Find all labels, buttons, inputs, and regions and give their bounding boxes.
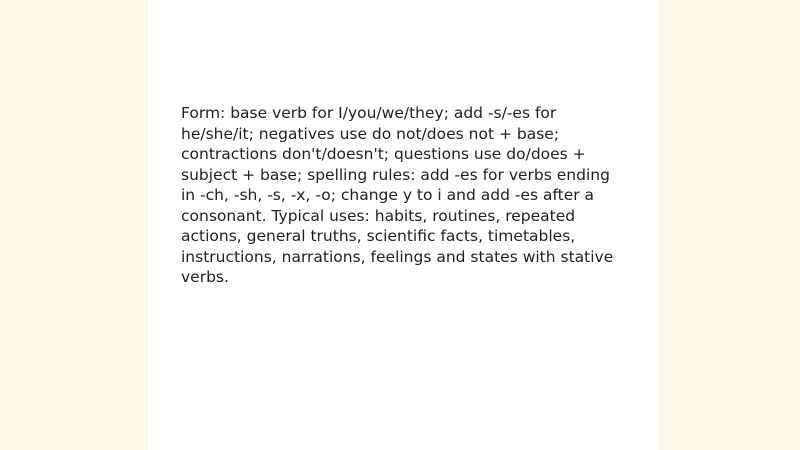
document-page xyxy=(148,0,658,450)
body-paragraph: Form: base verb for I/you/we/they; add -s/-es for he/she/it; negatives use do not/does not + base; contractions don't/doesn't; questions use do/does + subject + base; spelling rules: add -es for verbs ending in -ch, -sh, -s, -x, -o; change y to i and add -es after a consonant. Typical uses: habits, routines, repeated actions, general truths, scientific facts, timetables, instructions, narrations, feelings and states with stative verbs. xyxy=(181,104,614,286)
